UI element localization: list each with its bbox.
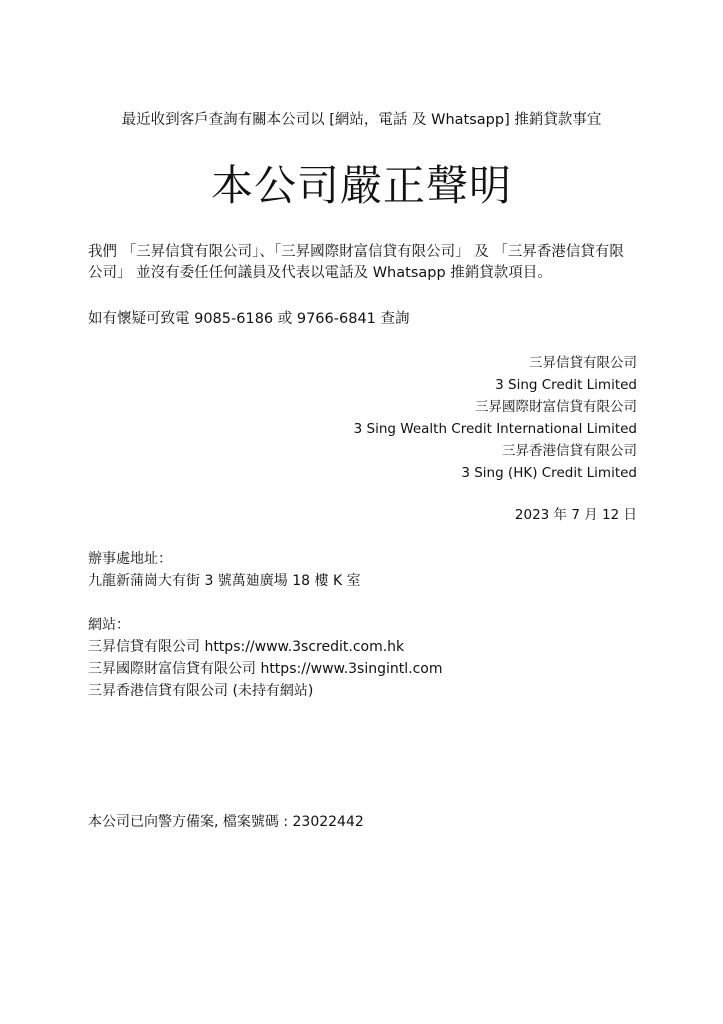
- websites-label: 網站：: [88, 617, 130, 633]
- police-record-line: 本公司已向警方備案, 檔案號碼 : 23022442: [88, 814, 364, 830]
- office-address: 九龍新蒲崗大有街 3 號萬廸廣場 18 樓 K 室: [88, 573, 361, 589]
- website-item: 三昇信貸有限公司 https://www.3scredit.com.hk: [88, 639, 405, 655]
- office-address-block: [88, 548, 648, 592]
- signature-line: 3 Sing (HK) Credit Limited: [461, 465, 637, 481]
- signature-line: 3 Sing Credit Limited: [495, 377, 637, 393]
- signature-line: 三昇國際財富信貸有限公司: [475, 399, 637, 415]
- signature-block: [354, 352, 637, 484]
- document-title: 本公司嚴正聲明: [210, 161, 512, 210]
- contact-line: 如有懷疑可致電 9085-6186 或 9766-6841 查詢: [88, 311, 410, 327]
- signature-line: 三昇香港信貸有限公司: [502, 443, 637, 459]
- document-date: 2023 年 7 月 12 日: [514, 507, 637, 523]
- statement-paragraph: 我們 「三昇信貸有限公司」、「三昇國際財富信貸有限公司」 及 「三昇香港信貸有限公司」 並沒有委任任何議員及代表以電話及 Whatsapp 推銷貸款項目。: [88, 244, 624, 281]
- office-label: 辦事處地址：: [88, 551, 172, 567]
- websites-block: [88, 614, 648, 702]
- website-item: 三昇國際財富信貸有限公司 https://www.3singintl.com: [88, 661, 443, 677]
- signature-line: 三昇信貸有限公司: [529, 355, 637, 371]
- signature-line: 3 Sing Wealth Credit International Limited: [353, 421, 637, 437]
- website-item: 三昇香港信貸有限公司 (未持有網站): [88, 683, 314, 699]
- intro-line: 最近收到客戶查詢有關本公司以 [網站，電話 及 Whatsapp] 推銷貸款事宜: [121, 112, 602, 128]
